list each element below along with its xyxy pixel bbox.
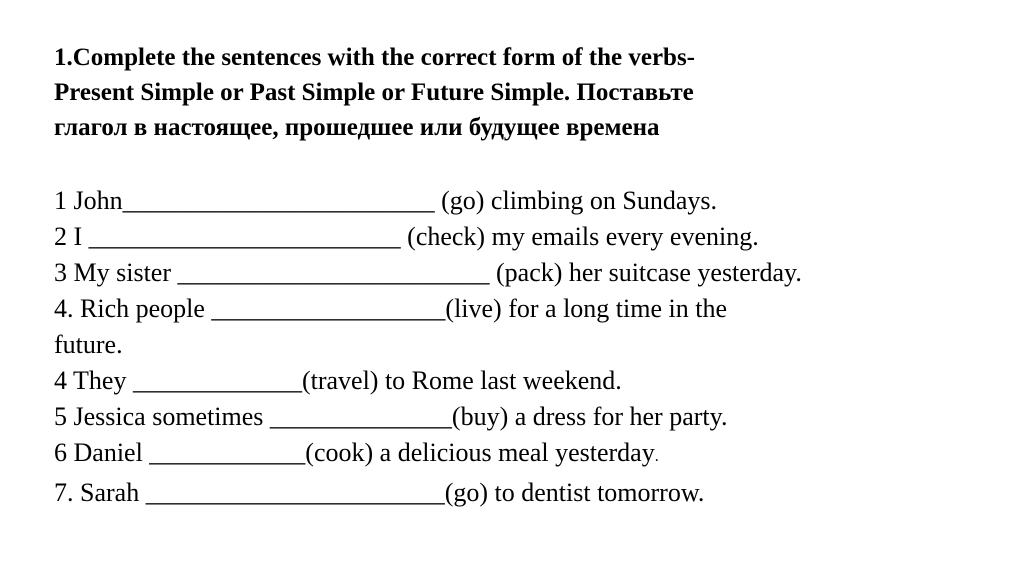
exercise-sentence-4-line-2: future. xyxy=(54,330,123,359)
heading-line-3: глагол в настоящее, прошедшее или будущее времена xyxy=(54,114,660,141)
exercise-list xyxy=(54,183,974,511)
heading-line-1: 1.Complete the sentences with the correct form of the verbs- xyxy=(54,44,696,71)
task-heading xyxy=(54,40,954,145)
exercise-sentence-7 xyxy=(54,435,974,475)
exercise-sentence-4-line-1: 4. Rich people __________________(live) for a long time in the xyxy=(54,294,727,323)
exercise-sentence-6: 5 Jessica sometimes ______________(buy) a dress for her party. xyxy=(54,402,728,431)
exercise-sentence-3: 3 My sister ________________________ (pack) her suitcase yesterday. xyxy=(54,258,802,287)
exercise-sentence-7-text: 6 Daniel ____________(cook) a delicious meal yesterday xyxy=(54,438,655,467)
exercise-sentence-1: 1 John________________________ (go) climbing on Sundays. xyxy=(54,186,717,215)
exercise-sentence-7-period: . xyxy=(654,448,659,465)
exercise-sentence-5: 4 They _____________(travel) to Rome last weekend. xyxy=(54,366,622,395)
exercise-sentence-8: 7. Sarah _______________________(go) to dentist tomorrow. xyxy=(54,478,705,507)
exercise-sentence-2: 2 I ________________________ (check) my emails every evening. xyxy=(54,222,759,251)
heading-line-2: Present Simple or Past Simple or Future Simple. Поставьте xyxy=(54,79,694,106)
